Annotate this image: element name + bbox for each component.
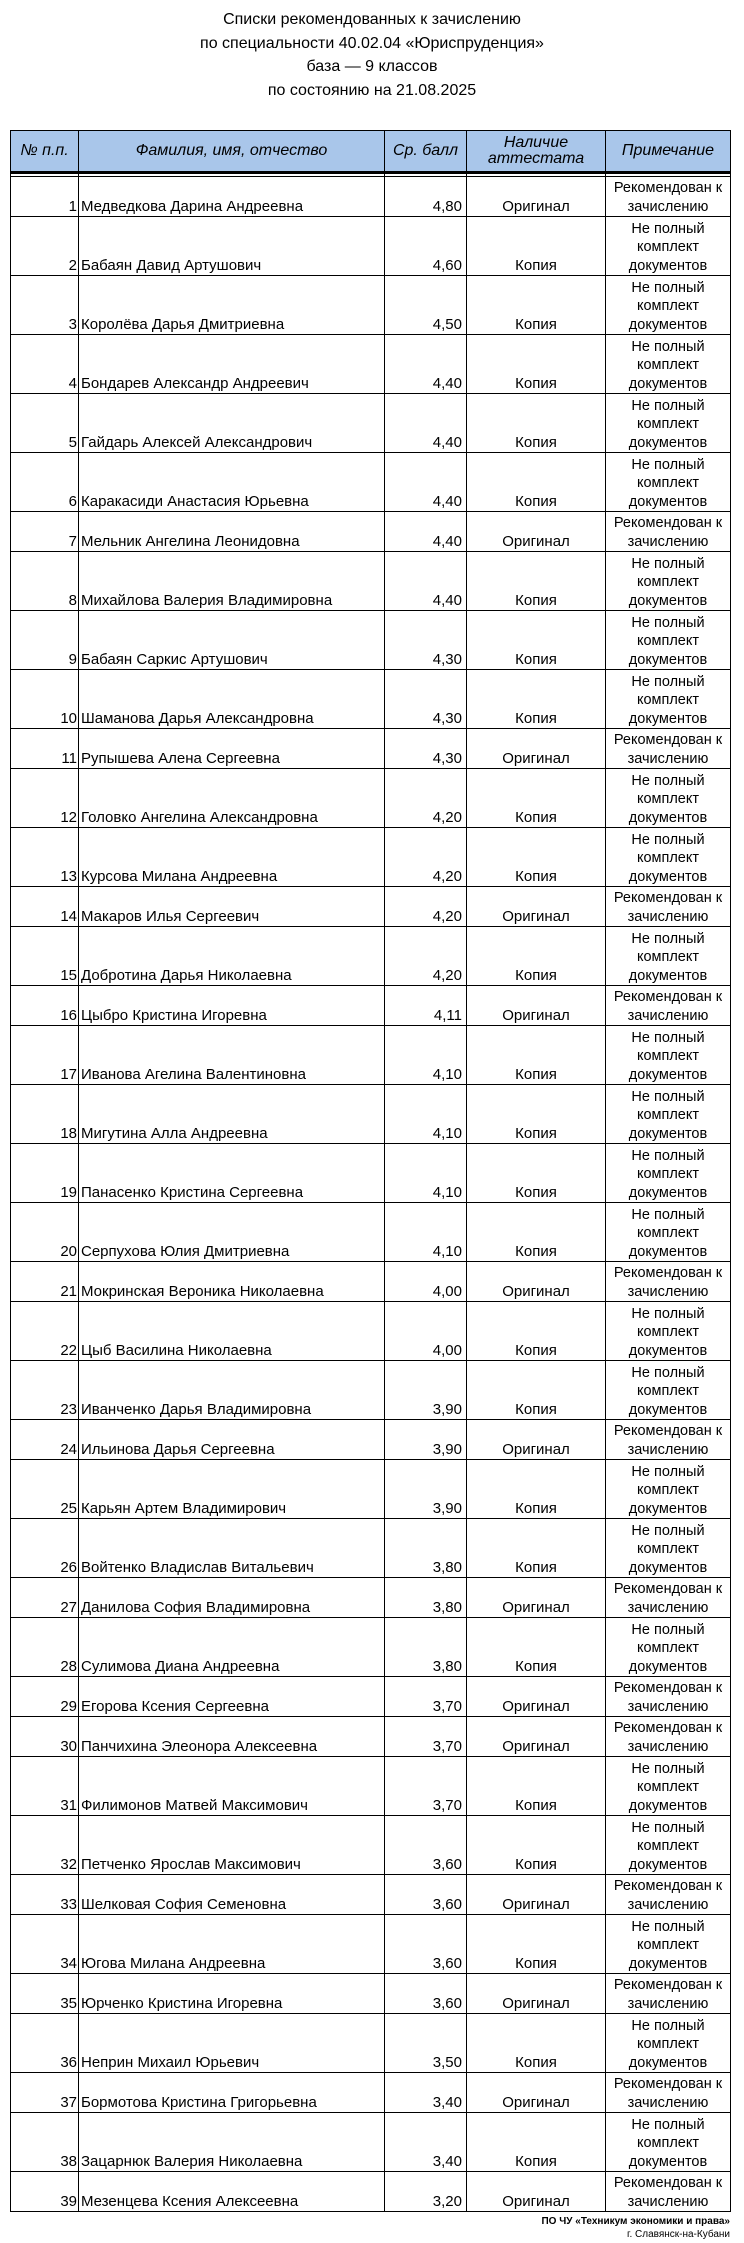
row-score: 4,10 bbox=[385, 1085, 467, 1144]
table-body bbox=[11, 173, 731, 2212]
row-name: Добротина Дарья Николаевна bbox=[79, 927, 385, 986]
row-name: Курсова Милана Андреевна bbox=[79, 828, 385, 887]
row-score: 4,40 bbox=[385, 335, 467, 394]
footer-org: ПО ЧУ «Техникум экономики и права» bbox=[541, 2216, 730, 2227]
row-note: Рекомендован к зачислению bbox=[606, 1677, 731, 1717]
table-row bbox=[11, 1361, 731, 1420]
row-note: Не полный комплект документов bbox=[606, 1203, 731, 1262]
row-name: Сулимова Диана Андреевна bbox=[79, 1618, 385, 1677]
row-note: Не полный комплект документов bbox=[606, 611, 731, 670]
table-row bbox=[11, 2172, 731, 2212]
row-name: Филимонов Матвей Максимович bbox=[79, 1757, 385, 1816]
row-number: 6 bbox=[11, 453, 79, 512]
row-number: 16 bbox=[11, 986, 79, 1026]
row-name: Петченко Ярослав Максимович bbox=[79, 1816, 385, 1875]
row-name: Иванченко Дарья Владимировна bbox=[79, 1361, 385, 1420]
row-note: Рекомендован к зачислению bbox=[606, 2073, 731, 2113]
row-number: 5 bbox=[11, 394, 79, 453]
table-row bbox=[11, 552, 731, 611]
row-name: Королёва Дарья Дмитриевна bbox=[79, 276, 385, 335]
row-doc-status: Оригинал bbox=[467, 887, 606, 927]
table-row bbox=[11, 1757, 731, 1816]
row-doc-status: Оригинал bbox=[467, 729, 606, 769]
row-name: Зацарнюк Валерия Николаевна bbox=[79, 2113, 385, 2172]
row-score: 3,70 bbox=[385, 1717, 467, 1757]
table-row bbox=[11, 1717, 731, 1757]
table-row bbox=[11, 986, 731, 1026]
table-row bbox=[11, 2073, 731, 2113]
col-header-name: Фамилия, имя, отчество bbox=[79, 131, 385, 173]
row-doc-status: Копия bbox=[467, 217, 606, 276]
row-name: Панчихина Элеонора Алексеевна bbox=[79, 1717, 385, 1757]
row-number: 39 bbox=[11, 2172, 79, 2212]
row-doc-status: Оригинал bbox=[467, 1875, 606, 1915]
table-row bbox=[11, 1677, 731, 1717]
row-doc-status: Копия bbox=[467, 1361, 606, 1420]
row-score: 4,40 bbox=[385, 453, 467, 512]
row-note: Не полный комплект документов bbox=[606, 1144, 731, 1203]
row-name: Цыбро Кристина Игоревна bbox=[79, 986, 385, 1026]
row-number: 22 bbox=[11, 1302, 79, 1361]
row-doc-status: Копия bbox=[467, 1085, 606, 1144]
row-note: Не полный комплект документов bbox=[606, 1361, 731, 1420]
table-row bbox=[11, 1578, 731, 1618]
table-row bbox=[11, 1203, 731, 1262]
row-number: 15 bbox=[11, 927, 79, 986]
table-row bbox=[11, 670, 731, 729]
row-note: Не полный комплект документов bbox=[606, 1026, 731, 1085]
row-note: Не полный комплект документов bbox=[606, 769, 731, 828]
table-row bbox=[11, 1875, 731, 1915]
row-note: Не полный комплект документов bbox=[606, 453, 731, 512]
row-number: 29 bbox=[11, 1677, 79, 1717]
row-number: 30 bbox=[11, 1717, 79, 1757]
row-score: 4,10 bbox=[385, 1144, 467, 1203]
row-doc-status: Копия bbox=[467, 1144, 606, 1203]
col-header-doc: Наличие аттестата bbox=[467, 131, 606, 173]
row-doc-status: Копия bbox=[467, 1519, 606, 1578]
row-name: Цыб Василина Николаевна bbox=[79, 1302, 385, 1361]
table-row bbox=[11, 394, 731, 453]
row-score: 4,80 bbox=[385, 177, 467, 217]
row-score: 4,30 bbox=[385, 670, 467, 729]
table-row bbox=[11, 276, 731, 335]
row-doc-status: Копия bbox=[467, 1915, 606, 1974]
row-score: 4,00 bbox=[385, 1302, 467, 1361]
row-doc-status: Копия bbox=[467, 927, 606, 986]
table-row bbox=[11, 2014, 731, 2073]
row-number: 19 bbox=[11, 1144, 79, 1203]
row-name: Шелковая София Семеновна bbox=[79, 1875, 385, 1915]
row-doc-status: Оригинал bbox=[467, 2073, 606, 2113]
table-row bbox=[11, 177, 731, 217]
row-name: Каракасиди Анастасия Юрьевна bbox=[79, 453, 385, 512]
col-header-note: Примечание bbox=[606, 131, 731, 173]
row-name: Мезенцева Ксения Алексеевна bbox=[79, 2172, 385, 2212]
row-number: 23 bbox=[11, 1361, 79, 1420]
row-number: 4 bbox=[11, 335, 79, 394]
header-date: по состоянию на 21.08.2025 bbox=[267, 81, 477, 99]
row-name: Медведкова Дарина Андреевна bbox=[79, 177, 385, 217]
row-note: Не полный комплект документов bbox=[606, 394, 731, 453]
row-score: 4,10 bbox=[385, 1026, 467, 1085]
row-note: Не полный комплект документов bbox=[606, 670, 731, 729]
row-doc-status: Копия bbox=[467, 828, 606, 887]
row-note: Рекомендован к зачислению bbox=[606, 1578, 731, 1618]
row-score: 3,40 bbox=[385, 2113, 467, 2172]
row-number: 37 bbox=[11, 2073, 79, 2113]
row-score: 4,11 bbox=[385, 986, 467, 1026]
row-doc-status: Оригинал bbox=[467, 512, 606, 552]
row-number: 14 bbox=[11, 887, 79, 927]
row-number: 12 bbox=[11, 769, 79, 828]
row-name: Карьян Артем Владимирович bbox=[79, 1460, 385, 1519]
row-score: 3,90 bbox=[385, 1361, 467, 1420]
table-row bbox=[11, 769, 731, 828]
row-name: Мокринская Вероника Николаевна bbox=[79, 1262, 385, 1302]
table-row bbox=[11, 927, 731, 986]
table-row bbox=[11, 1420, 731, 1460]
table-row bbox=[11, 1144, 731, 1203]
row-score: 3,50 bbox=[385, 2014, 467, 2073]
row-score: 4,20 bbox=[385, 769, 467, 828]
row-score: 3,60 bbox=[385, 1816, 467, 1875]
row-doc-status: Оригинал bbox=[467, 1677, 606, 1717]
row-name: Бабаян Давид Артушович bbox=[79, 217, 385, 276]
row-number: 25 bbox=[11, 1460, 79, 1519]
row-name: Серпухова Юлия Дмитриевна bbox=[79, 1203, 385, 1262]
row-score: 3,80 bbox=[385, 1618, 467, 1677]
row-name: Бормотова Кристина Григорьевна bbox=[79, 2073, 385, 2113]
row-name: Неприн Михаил Юрьевич bbox=[79, 2014, 385, 2073]
row-name: Ильинова Дарья Сергеевна bbox=[79, 1420, 385, 1460]
row-name: Югова Милана Андреевна bbox=[79, 1915, 385, 1974]
row-number: 3 bbox=[11, 276, 79, 335]
col-header-score: Ср. балл bbox=[385, 131, 467, 173]
row-name: Егорова Ксения Сергеевна bbox=[79, 1677, 385, 1717]
row-doc-status: Оригинал bbox=[467, 2172, 606, 2212]
row-note: Не полный комплект документов bbox=[606, 2014, 731, 2073]
row-number: 10 bbox=[11, 670, 79, 729]
row-name: Гайдарь Алексей Александрович bbox=[79, 394, 385, 453]
table-row bbox=[11, 1618, 731, 1677]
applicants-table bbox=[10, 130, 731, 2212]
row-doc-status: Копия bbox=[467, 1026, 606, 1085]
table-row bbox=[11, 335, 731, 394]
row-number: 31 bbox=[11, 1757, 79, 1816]
row-name: Рупышева Алена Сергеевна bbox=[79, 729, 385, 769]
row-number: 8 bbox=[11, 552, 79, 611]
row-note: Не полный комплект документов bbox=[606, 1816, 731, 1875]
row-doc-status: Оригинал bbox=[467, 1974, 606, 2014]
row-score: 4,00 bbox=[385, 1262, 467, 1302]
row-score: 3,80 bbox=[385, 1519, 467, 1578]
row-note: Не полный комплект документов bbox=[606, 335, 731, 394]
row-doc-status: Копия bbox=[467, 2014, 606, 2073]
row-number: 27 bbox=[11, 1578, 79, 1618]
row-score: 4,20 bbox=[385, 828, 467, 887]
table-row bbox=[11, 1262, 731, 1302]
row-note: Рекомендован к зачислению bbox=[606, 2172, 731, 2212]
row-doc-status: Копия bbox=[467, 1460, 606, 1519]
table-row bbox=[11, 1915, 731, 1974]
row-number: 20 bbox=[11, 1203, 79, 1262]
row-score: 3,80 bbox=[385, 1578, 467, 1618]
row-doc-status: Оригинал bbox=[467, 1262, 606, 1302]
row-name: Бондарев Александр Андреевич bbox=[79, 335, 385, 394]
row-note: Не полный комплект документов bbox=[606, 828, 731, 887]
row-score: 3,60 bbox=[385, 1915, 467, 1974]
row-name: Михайлова Валерия Владимировна bbox=[79, 552, 385, 611]
table-row bbox=[11, 611, 731, 670]
row-number: 11 bbox=[11, 729, 79, 769]
row-score: 4,30 bbox=[385, 729, 467, 769]
table-row bbox=[11, 1460, 731, 1519]
row-score: 4,20 bbox=[385, 927, 467, 986]
row-doc-status: Оригинал bbox=[467, 1717, 606, 1757]
table-row bbox=[11, 1302, 731, 1361]
table-row bbox=[11, 1085, 731, 1144]
row-score: 3,60 bbox=[385, 1875, 467, 1915]
footer bbox=[541, 2216, 730, 2241]
row-doc-status: Копия bbox=[467, 2113, 606, 2172]
row-doc-status: Копия bbox=[467, 276, 606, 335]
table-row bbox=[11, 1026, 731, 1085]
row-note: Не полный комплект документов bbox=[606, 927, 731, 986]
row-number: 36 bbox=[11, 2014, 79, 2073]
row-doc-status: Копия bbox=[467, 769, 606, 828]
row-name: Шаманова Дарья Александровна bbox=[79, 670, 385, 729]
table-row bbox=[11, 1816, 731, 1875]
row-note: Рекомендован к зачислению bbox=[606, 1875, 731, 1915]
row-number: 9 bbox=[11, 611, 79, 670]
row-doc-status: Копия bbox=[467, 453, 606, 512]
table-row bbox=[11, 1519, 731, 1578]
row-score: 3,70 bbox=[385, 1757, 467, 1816]
row-name: Панасенко Кристина Сергеевна bbox=[79, 1144, 385, 1203]
row-name: Юрченко Кристина Игоревна bbox=[79, 1974, 385, 2014]
row-note: Рекомендован к зачислению bbox=[606, 729, 731, 769]
row-number: 2 bbox=[11, 217, 79, 276]
row-note: Рекомендован к зачислению bbox=[606, 1974, 731, 2014]
row-score: 3,90 bbox=[385, 1420, 467, 1460]
row-note: Не полный комплект документов bbox=[606, 2113, 731, 2172]
header-title: Списки рекомендованных к зачислению bbox=[223, 11, 521, 28]
row-score: 4,40 bbox=[385, 552, 467, 611]
table-header-row bbox=[11, 131, 731, 173]
row-number: 1 bbox=[11, 177, 79, 217]
row-note: Не полный комплект документов bbox=[606, 1915, 731, 1974]
row-note: Рекомендован к зачислению bbox=[606, 1420, 731, 1460]
table-row bbox=[11, 453, 731, 512]
row-name: Иванова Агелина Валентиновна bbox=[79, 1026, 385, 1085]
row-doc-status: Оригинал bbox=[467, 1420, 606, 1460]
row-score: 4,20 bbox=[385, 887, 467, 927]
row-score: 3,70 bbox=[385, 1677, 467, 1717]
row-doc-status: Оригинал bbox=[467, 986, 606, 1026]
row-number: 7 bbox=[11, 512, 79, 552]
row-note: Не полный комплект документов bbox=[606, 217, 731, 276]
row-name: Макаров Илья Сергеевич bbox=[79, 887, 385, 927]
table-row bbox=[11, 2113, 731, 2172]
row-score: 3,90 bbox=[385, 1460, 467, 1519]
row-number: 26 bbox=[11, 1519, 79, 1578]
row-score: 4,40 bbox=[385, 512, 467, 552]
row-number: 28 bbox=[11, 1618, 79, 1677]
row-doc-status: Копия bbox=[467, 1757, 606, 1816]
row-name: Головко Ангелина Александровна bbox=[79, 769, 385, 828]
row-note: Не полный комплект документов bbox=[606, 1618, 731, 1677]
row-note: Не полный комплект документов bbox=[606, 1460, 731, 1519]
row-doc-status: Копия bbox=[467, 1302, 606, 1361]
row-doc-status: Копия bbox=[467, 552, 606, 611]
row-note: Не полный комплект документов bbox=[606, 1519, 731, 1578]
row-number: 18 bbox=[11, 1085, 79, 1144]
header-base: база — 9 классов bbox=[306, 58, 438, 75]
row-doc-status: Копия bbox=[467, 1203, 606, 1262]
row-name: Мельник Ангелина Леонидовна bbox=[79, 512, 385, 552]
table-row bbox=[11, 729, 731, 769]
table-row bbox=[11, 887, 731, 927]
row-doc-status: Копия bbox=[467, 611, 606, 670]
row-doc-status: Копия bbox=[467, 394, 606, 453]
row-name: Войтенко Владислав Витальевич bbox=[79, 1519, 385, 1578]
row-number: 32 bbox=[11, 1816, 79, 1875]
row-score: 4,50 bbox=[385, 276, 467, 335]
row-number: 24 bbox=[11, 1420, 79, 1460]
row-number: 38 bbox=[11, 2113, 79, 2172]
row-note: Рекомендован к зачислению bbox=[606, 177, 731, 217]
row-doc-status: Копия bbox=[467, 1618, 606, 1677]
row-note: Рекомендован к зачислению bbox=[606, 887, 731, 927]
table-row bbox=[11, 512, 731, 552]
row-name: Данилова София Владимировна bbox=[79, 1578, 385, 1618]
row-number: 35 bbox=[11, 1974, 79, 2014]
row-note: Не полный комплект документов bbox=[606, 1302, 731, 1361]
row-number: 17 bbox=[11, 1026, 79, 1085]
row-doc-status: Копия bbox=[467, 670, 606, 729]
row-note: Рекомендован к зачислению bbox=[606, 1262, 731, 1302]
document-header bbox=[0, 8, 744, 102]
row-doc-status: Копия bbox=[467, 1816, 606, 1875]
row-score: 3,40 bbox=[385, 2073, 467, 2113]
row-number: 33 bbox=[11, 1875, 79, 1915]
row-score: 4,60 bbox=[385, 217, 467, 276]
row-score: 3,60 bbox=[385, 1974, 467, 2014]
row-score: 3,20 bbox=[385, 2172, 467, 2212]
table-row bbox=[11, 828, 731, 887]
row-score: 4,10 bbox=[385, 1203, 467, 1262]
row-number: 34 bbox=[11, 1915, 79, 1974]
row-doc-status: Копия bbox=[467, 335, 606, 394]
footer-city: г. Славянск-на-Кубани bbox=[627, 2228, 730, 2240]
row-note: Не полный комплект документов bbox=[606, 1757, 731, 1816]
header-specialty: по специальности 40.02.04 «Юриспруденция» bbox=[200, 34, 544, 52]
row-score: 4,40 bbox=[385, 394, 467, 453]
col-header-num: № п.п. bbox=[11, 131, 79, 173]
row-doc-status: Оригинал bbox=[467, 1578, 606, 1618]
row-score: 4,30 bbox=[385, 611, 467, 670]
row-number: 13 bbox=[11, 828, 79, 887]
row-note: Рекомендован к зачислению bbox=[606, 1717, 731, 1757]
row-number: 21 bbox=[11, 1262, 79, 1302]
row-note: Рекомендован к зачислению bbox=[606, 986, 731, 1026]
table-row bbox=[11, 217, 731, 276]
table-row bbox=[11, 1974, 731, 2014]
row-note: Не полный комплект документов bbox=[606, 552, 731, 611]
row-doc-status: Оригинал bbox=[467, 177, 606, 217]
row-note: Не полный комплект документов bbox=[606, 276, 731, 335]
row-note: Не полный комплект документов bbox=[606, 1085, 731, 1144]
row-name: Бабаян Саркис Артушович bbox=[79, 611, 385, 670]
row-name: Мигутина Алла Андреевна bbox=[79, 1085, 385, 1144]
row-note: Рекомендован к зачислению bbox=[606, 512, 731, 552]
